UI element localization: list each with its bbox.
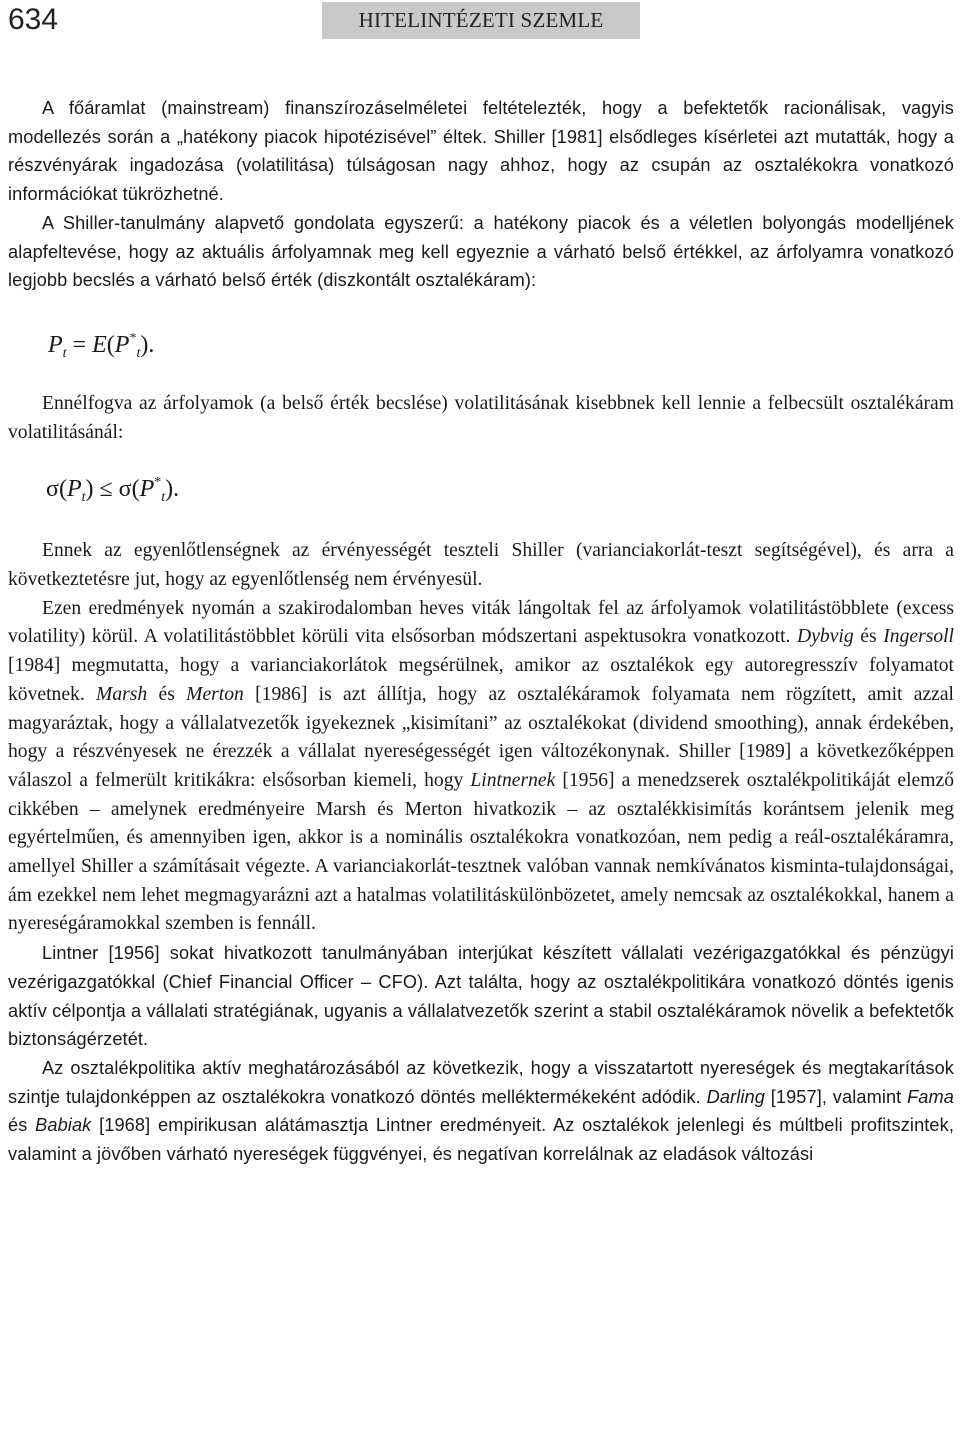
text-run: Az osztalékpolitika aktív meghatározásából az következik, hogy a visszatartott nyereségek és megtakarítások szintje tulajdonképpen az osztalékokra vonatkozó döntés melléktermékeként adódik. — [8, 1057, 954, 1107]
text-run: [1968] empirikusan alátámasztja Lintner eredményeit. Az osztalékok jelenlegi és múltbeli profitszintek, valamint a jövőben várható nyereségek függvényei, és negatívan korrelálnak az eladások változási — [8, 1115, 954, 1165]
paragraph-shiller-test: Ennek az egyenlőtlenségnek az érvényességét teszteli Shiller (varianciakorlát-teszt segítségével), és arra a következtetésre jut, hogy az egyenlőtlenség nem érvényesül. — [8, 540, 954, 591]
text-run: és — [147, 683, 187, 705]
citation-author: Ingersoll — [883, 626, 954, 648]
eq1-lhs-sub: t — [62, 345, 67, 361]
paragraph-shiller-idea: A Shiller-tanulmány alapvető gondolata egyszerű: a hatékony piacok és a véletlen bolyongás modelljének alapfeltevése, hogy az aktuális árfolyamnak meg kell egyeznie a várható belső értékkel, az árfolyamra vonatkozó legjobb becslés a várható belső érték (diszkontált osztalékáram): — [8, 212, 954, 291]
paragraph-lintner: Lintner [1956] sokat hivatkozott tanulmányában interjúkat készített vállalati vezérigazgatókkal és pénzügyi vezérigazgatókkal (Chief Financial Officer – CFO). Azt találta, hogy az osztalékpolitikára vonatkozó döntés igenis aktív célpontja a vállalati stratégiának, ugyanis a vállalatvezetők szerint a stabil osztalékáramok növelik a befektetők biztonságérzetét. — [8, 943, 954, 1050]
eq2-p2-sub: t — [161, 490, 166, 506]
text-run: [1957], valamint — [764, 1086, 908, 1107]
eq1-open: ( — [106, 331, 115, 358]
equation-price-expectation — [8, 295, 954, 390]
equation-formula — [46, 469, 179, 513]
eq1-arg-sub: t — [136, 345, 141, 361]
eq2-p2: P — [139, 476, 155, 503]
eq2-open2: ( — [131, 476, 140, 503]
eq2-p1-sub: t — [81, 490, 86, 506]
eq2-open1: ( — [58, 476, 67, 503]
citation-author: Fama — [907, 1086, 954, 1107]
eq1-func: E — [92, 331, 107, 358]
journal-title: HITELINTÉZETI SZEMLE — [322, 2, 640, 39]
paragraph-dividend-policy — [8, 1054, 954, 1169]
paragraph-excess-volatility — [8, 595, 954, 939]
article-body — [8, 94, 954, 1169]
eq2-close2: ). — [165, 476, 180, 503]
citation-author: Babiak — [35, 1115, 92, 1136]
text-run: Ezen eredmények nyomán a szakirodalomban heves viták lángoltak fel az árfolyamok volatilitástöbblete (excess volatility) körül. A volatilitástöbblet körüli vita elsősorban módszertani aspektusokra vonatkozott. — [8, 597, 954, 648]
page-header — [0, 0, 960, 44]
paragraph-volatility-condition: Ennélfogva az árfolyamok (a belső érték becslése) volatilitásának kisebbnek kell lennie a felbecsült osztalékáram volatilitásánál: — [8, 392, 954, 443]
eq1-close: ). — [140, 331, 155, 358]
eq1-lhs: P — [48, 331, 63, 358]
page-number: 634 — [8, 3, 59, 36]
text-run: és — [853, 626, 884, 648]
text-run: [1984] megmutatta, hogy a varianciakorlátok megsérülnek, amikor az osztalékok egy autoregresszív folyamatot követnek. — [8, 655, 954, 705]
text-run: és — [8, 1115, 36, 1136]
eq2-sigma1: σ — [46, 476, 59, 503]
citation-author: Merton — [186, 683, 244, 705]
text-run: [1956] a menedzserek osztalékpolitikáját elemző cikkében – amelynek eredményeire Marsh és Merton hivatkozik – az osztalékkisimítás korántsem jelenik meg egyértelműen, és amennyiben igen, akkor is a nominális osztalékokra vonatkozóan, nem pedig a reál-osztalékáramra, amellyel Shiller a számításait végezte. A varianciakorlát-tesztnek valóban vannak nemkívánatos kisminta-tulajdonságai, ám ezekkel nem lehet megmagyarázni azt a hatalmas volatilitáskülönbözetet, amely nemcsak az osztalékokkal, hanem a nyereségáramokkal szemben is fennáll. — [8, 769, 954, 935]
eq2-close1: ) — [85, 476, 94, 503]
citation-author: Dybvig — [797, 626, 854, 648]
eq1-equals: = — [66, 331, 93, 358]
eq2-p2-sup: * — [154, 475, 162, 491]
text-run: [1986] is azt állítja, hogy az osztalékáramok folyamata nem rögzített, amit azzal magyaráztak, hogy a vállalatvezetők igyekeznek „kisimítani” az osztalékokat (dividend smoothing), annak érdekében, hogy a részvényesek ne érezzék a vállalat nyereségességét igen változékonynak. Shiller [1989] a következőképpen válaszol a felmerült kritikákra: elsősorban kiemeli, hogy — [8, 683, 954, 791]
eq2-sigma2: σ — [118, 476, 132, 503]
equation-volatility-inequality — [8, 447, 954, 537]
eq2-p1: P — [66, 476, 82, 503]
paragraph-mainstream: A főáramlat (mainstream) finanszírozáselméletei feltételezték, hogy a befektetők racionálisak, vagyis modellezés során a „hatékony piacok hipotézisével” éltek. Shiller [1981] elsődleges kísérletei azt mutatták, hogy a részvényárak ingadozása (volatilitása) túlságosan nagy ahhoz, hogy az csupán az osztalékokra vonatkozó információkat tükrözhetné. — [8, 98, 954, 205]
citation-author: Lintnernek — [470, 769, 556, 791]
citation-author: Darling — [706, 1086, 765, 1107]
equation-formula — [48, 325, 154, 369]
eq1-arg: P — [114, 331, 130, 358]
eq2-leq: ≤ — [93, 476, 119, 503]
citation-author: Marsh — [96, 683, 148, 705]
eq1-arg-sup: * — [129, 330, 137, 346]
